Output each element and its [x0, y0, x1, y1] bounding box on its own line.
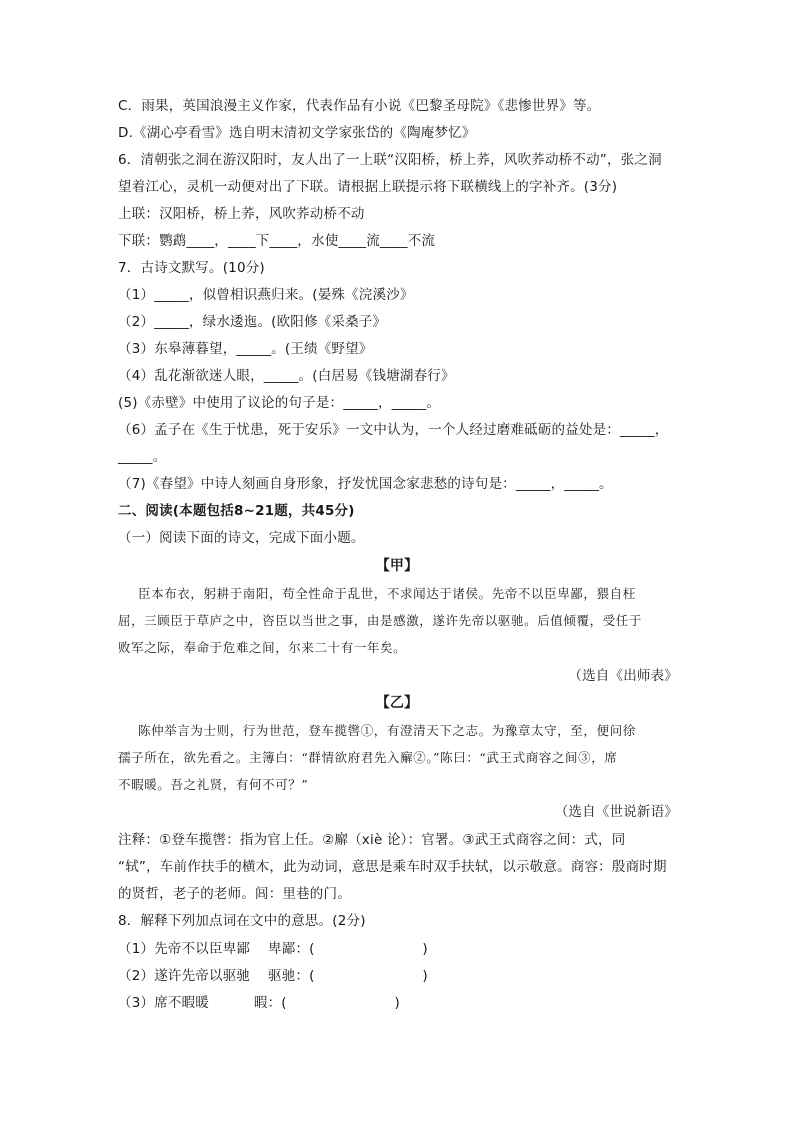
- q8-item-1: （1）先帝不以臣卑鄙 卑鄙：( ): [118, 941, 428, 957]
- passage-yi-heading: 【乙】: [375, 695, 419, 711]
- passage-jia-line-2: 屈，三顾臣于草庐之中，咨臣以当世之事，由是感激，遂许先帝以驱驰。后值倾覆，受任于: [118, 613, 643, 628]
- passage-jia-line-1: 臣本布衣，躬耕于南阳，苟全性命于乱世，不求闻达于诸侯。先帝不以臣卑鄙，猥自枉: [138, 586, 636, 601]
- section-2-title: 二、阅读(本题包括8~21题，共45分): [118, 503, 355, 519]
- q7-item-7: （7)《春望》中诗人刻画自身形象，抒发忧国念家悲愁的诗句是：_____，_____。: [118, 476, 613, 492]
- notes-line-2: “轼”，车前作扶手的横木，此为动词，意思是乘车时双手扶轼，以示敬意。商容：殷商时期: [118, 859, 667, 875]
- passage-jia-line-3: 败军之际，奉命于危难之间，尔来二十有一年矣。: [118, 640, 407, 655]
- q7-item-2: （2）_____，绿水逶迤。(欧阳修《采桑子》: [118, 314, 387, 330]
- q6-upper-couplet: 上联：汉阳桥，桥上荞，风吹荞动桥不动: [118, 206, 365, 222]
- passage-yi-line-3: 不暇暖。吾之礼贤，有何不可？”: [118, 777, 309, 792]
- q8-item-2: （2）遂许先帝以驱驰 驱驰：( ): [118, 968, 428, 984]
- notes-line-3: 的贤哲，老子的老师。闾：里巷的门。: [118, 886, 351, 902]
- notes-line-1: 注释：①登车揽辔：指为官上任。②廨（xiè 论）：官署。③武王式商容之间：式，同: [118, 832, 626, 848]
- section-2-sub-1: （一）阅读下面的诗文，完成下面小题。: [118, 530, 365, 546]
- passage-yi-source: （选自《世说新语》: [554, 804, 678, 820]
- q6-lower-couplet: 下联：鹦鹉____，____下____，水使____流____不流: [118, 233, 436, 249]
- q7-item-4: （4）乱花渐欲迷人眼，_____。(白居易《钱塘湖春行》: [118, 368, 455, 384]
- passage-yi-line-2: 孺子所在，欲先看之。主簿白：“群情欲府君先入廨②。”陈曰：“武王式商容之间③，席: [118, 750, 618, 765]
- q7-title: 7．古诗文默写。(10分): [118, 260, 265, 276]
- q8-item-3: （3）席不暇暖 暇：( ): [118, 995, 401, 1011]
- q6-line-2: 望着江心，灵机一动便对出了下联。请根据上联提示将下联横线上的字补齐。(3分): [118, 179, 618, 195]
- q6-line-1: 6．清朝张之洞在游汉阳时，友人出了一上联“汉阳桥，桥上荞，风吹荞动桥不动”，张之洞: [118, 152, 662, 168]
- option-d: D.《湖心亭看雪》选自明末清初文学家张岱的《陶庵梦忆》: [118, 125, 476, 141]
- q7-item-1: （1）_____，似曾相识燕归来。(晏殊《浣溪沙》: [118, 287, 414, 303]
- passage-yi-line-1: 陈仲举言为士则，行为世范，登车揽辔①，有澄清天下之志。为豫章太守，至，便问徐: [138, 723, 636, 738]
- q7-item-6: （6）孟子在《生于忧患，死于安乐》一文中认为，一个人经过磨难砥砺的益处是：_____，: [118, 422, 669, 438]
- option-c: C．雨果，英国浪漫主义作家，代表作品有小说《巴黎圣母院》《悲惨世界》等。: [118, 98, 601, 114]
- q7-item-3: （3）东皋薄暮望，_____。(王绩《野望》: [118, 341, 373, 357]
- passage-jia-heading: 【甲】: [375, 558, 419, 574]
- q7-item-5: (5)《赤壁》中使用了议论的句子是：_____，_____。: [118, 395, 441, 411]
- q8-title: 8．解释下列加点词在文中的意思。(2分): [118, 913, 366, 929]
- q7-item-6-cont: _____。: [118, 449, 167, 465]
- passage-jia-source: （选自《出师表》: [568, 668, 678, 684]
